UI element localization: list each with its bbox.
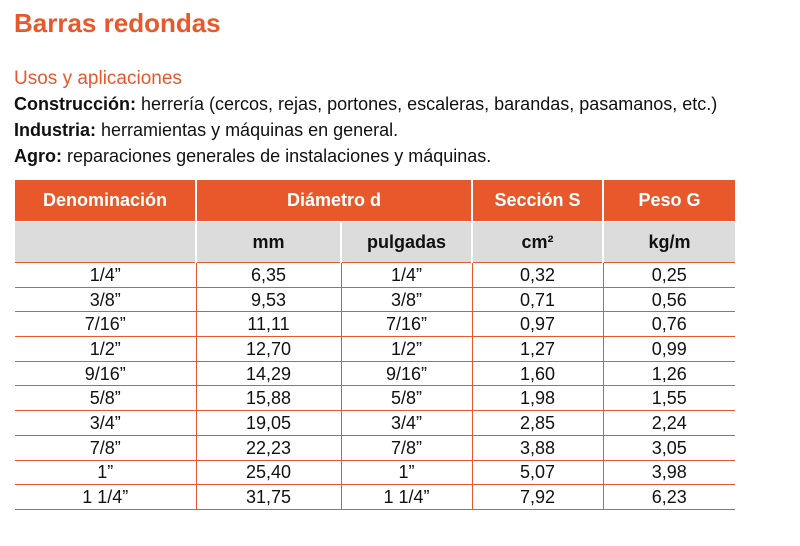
cell-denominacion: 7/8” [15, 435, 196, 460]
cell-mm: 12,70 [196, 337, 341, 362]
cell-denominacion: 1 1/4” [15, 485, 196, 510]
cell-mm: 6,35 [196, 263, 341, 288]
table-row [15, 386, 735, 411]
cell-peso: 1,26 [603, 361, 735, 386]
cell-peso: 2,24 [603, 411, 735, 436]
unit-pulgadas: pulgadas [341, 222, 472, 263]
cell-peso: 0,56 [603, 287, 735, 312]
header-denominacion: Denominación [15, 180, 196, 222]
table-row [15, 411, 735, 436]
cell-pulgadas: 3/8” [341, 287, 472, 312]
usage-line-construccion [14, 94, 717, 115]
cell-pulgadas: 1 1/4” [341, 485, 472, 510]
page-title: Barras redondas [14, 8, 221, 38]
cell-denominacion: 3/8” [15, 287, 196, 312]
cell-peso: 3,05 [603, 435, 735, 460]
unit-denominacion [15, 222, 196, 263]
usage-line-agro [14, 146, 491, 167]
cell-seccion: 0,32 [472, 263, 603, 288]
cell-denominacion: 9/16” [15, 361, 196, 386]
usage-line-industria [14, 120, 398, 141]
cell-pulgadas: 3/4” [341, 411, 472, 436]
cell-mm: 14,29 [196, 361, 341, 386]
cell-seccion: 3,88 [472, 435, 603, 460]
table-row [15, 287, 735, 312]
cell-seccion: 0,97 [472, 312, 603, 337]
cell-mm: 31,75 [196, 485, 341, 510]
table-row [15, 361, 735, 386]
cell-pulgadas: 1/2” [341, 337, 472, 362]
cell-seccion: 1,27 [472, 337, 603, 362]
cell-pulgadas: 7/16” [341, 312, 472, 337]
usage-label: Industria: [14, 120, 97, 140]
header-seccion: Sección S [472, 180, 603, 222]
cell-pulgadas: 1” [341, 460, 472, 485]
cell-denominacion: 1” [15, 460, 196, 485]
cell-peso: 1,55 [603, 386, 735, 411]
table-row [15, 337, 735, 362]
cell-seccion: 1,60 [472, 361, 603, 386]
cell-peso: 0,99 [603, 337, 735, 362]
usage-label: Construcción: [14, 94, 137, 114]
usage-text: herrería (cercos, rejas, portones, escaleras, barandas, pasamanos, etc.) [136, 94, 718, 114]
cell-seccion: 5,07 [472, 460, 603, 485]
cell-peso: 0,76 [603, 312, 735, 337]
header-diametro: Diámetro d [196, 180, 472, 222]
unit-seccion: cm² [472, 222, 603, 263]
table-header-row [15, 180, 735, 222]
usage-heading: Usos y aplicaciones [14, 68, 182, 89]
cell-denominacion: 5/8” [15, 386, 196, 411]
cell-pulgadas: 5/8” [341, 386, 472, 411]
cell-mm: 9,53 [196, 287, 341, 312]
cell-seccion: 0,71 [472, 287, 603, 312]
cell-mm: 25,40 [196, 460, 341, 485]
cell-peso: 6,23 [603, 485, 735, 510]
cell-pulgadas: 1/4” [341, 263, 472, 288]
header-peso: Peso G [603, 180, 735, 222]
table-row [15, 435, 735, 460]
usage-text: herramientas y máquinas en general. [96, 120, 399, 140]
cell-mm: 22,23 [196, 435, 341, 460]
table-row [15, 460, 735, 485]
cell-denominacion: 1/2” [15, 337, 196, 362]
table-row [15, 263, 735, 288]
cell-denominacion: 7/16” [15, 312, 196, 337]
unit-peso: kg/m [603, 222, 735, 263]
cell-denominacion: 3/4” [15, 411, 196, 436]
cell-seccion: 2,85 [472, 411, 603, 436]
usage-text: reparaciones generales de instalaciones y máquinas. [62, 146, 492, 166]
cell-denominacion: 1/4” [15, 263, 196, 288]
cell-pulgadas: 7/8” [341, 435, 472, 460]
table-units-row [15, 222, 735, 263]
cell-peso: 3,98 [603, 460, 735, 485]
specs-table [15, 180, 735, 510]
cell-seccion: 7,92 [472, 485, 603, 510]
table-row [15, 312, 735, 337]
cell-seccion: 1,98 [472, 386, 603, 411]
cell-mm: 15,88 [196, 386, 341, 411]
unit-mm: mm [196, 222, 341, 263]
cell-pulgadas: 9/16” [341, 361, 472, 386]
cell-mm: 11,11 [196, 312, 341, 337]
cell-mm: 19,05 [196, 411, 341, 436]
usage-label: Agro: [14, 146, 62, 166]
table-row [15, 485, 735, 510]
cell-peso: 0,25 [603, 263, 735, 288]
